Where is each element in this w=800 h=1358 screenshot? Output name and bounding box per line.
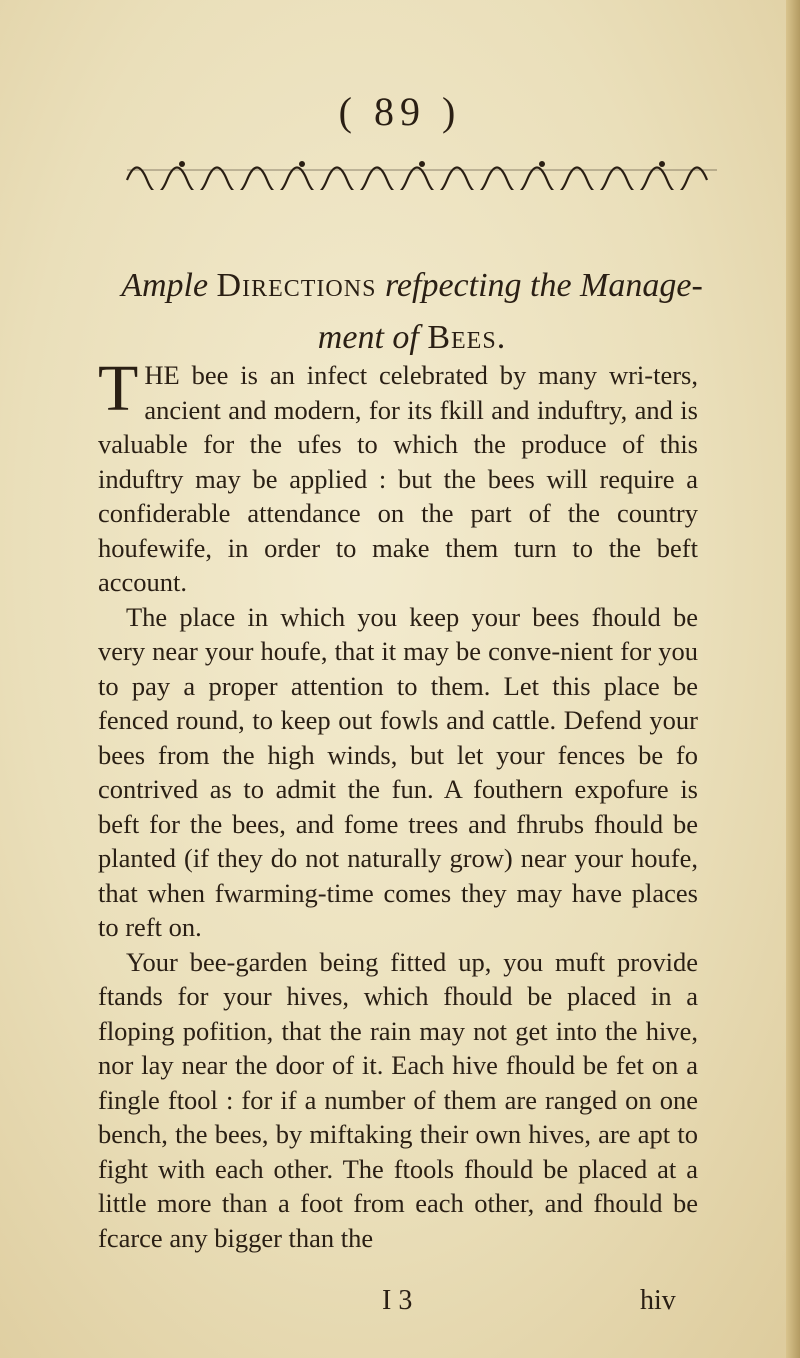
paragraph-1-text: HE bee is an infect celebrated by many wri-ters, ancient and modern, for its fkill and induftry, and is valuable for the ufes to which the produce of this induftry may be applied : but the bees will require a confiderable attendance on the part of the country houfewife, in order to make them turn to the beft account.: [98, 360, 698, 597]
heading-word-directions: Directions: [216, 267, 377, 304]
paragraph-1: [98, 352, 698, 600]
paragraph-3: Your bee-garden being fitted up, you muft provide ftands for your hives, which fhould be placed in a floping pofition, that the rain may not get into the hive, nor lay near the door of it. Each hive fhould be fet on a fingle ftool : for if a number of them are ranged on one bench, the bees, by miftaking their own hives, are apt to fight with each other. The ftools fhould be placed at a little more than a foot from each other, and fhould be fcarce any bigger than the: [98, 946, 698, 1253]
signature-mark: I 3: [382, 1285, 413, 1316]
body-text: [98, 352, 698, 1255]
heading-phrase-ment-of: ment of: [317, 319, 419, 356]
page-edge: [786, 0, 800, 1358]
paragraph-2: The place in which you keep your bees fhould be very near your houfe, that it may be conve-nient for you to pay a proper attention to them. Let this place be fenced round, to keep out fowls and cattle. Defend your bees from the high winds, but let your fences be fo contrived as to admit the fun. A fouthern expofure is beft for the bees, and fome trees and fhrubs fhould be planted (if they do not naturally grow) near your houfe, that when fwarming-time comes they may have places to reft on.: [98, 601, 698, 942]
heading-phrase-respecting: refpecting the Manage-: [384, 267, 703, 304]
page-number: ( 89 ): [338, 89, 462, 134]
chapter-heading: [82, 260, 742, 364]
heading-word-bees: Bees.: [427, 319, 507, 356]
heading-word-ample: Ample: [121, 267, 209, 304]
decorative-ornament-band: [122, 150, 722, 190]
catchword: hiv: [640, 1285, 676, 1316]
drop-cap: T: [98, 352, 139, 425]
